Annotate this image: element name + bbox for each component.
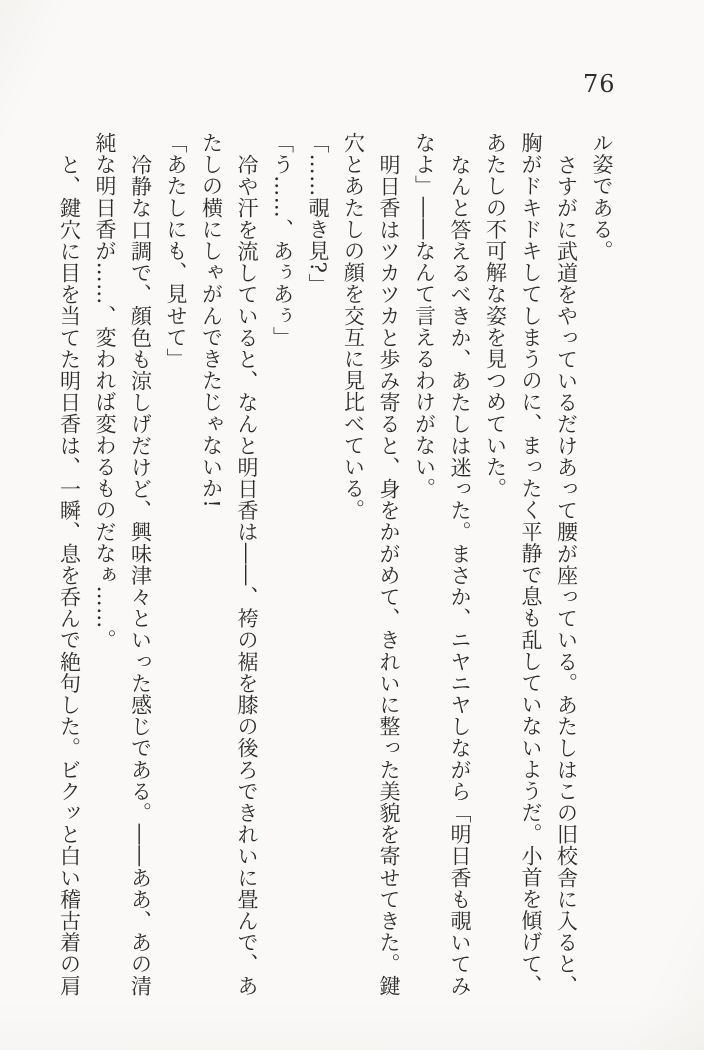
text-line: 冷や汗を流していると、なんと明日香は――、袴の裾を膝の後ろできれいに畳んで、あ	[235, 153, 259, 996]
text-line: 「う……、あぅあぅ」	[270, 132, 295, 348]
text-line: あたしの不可解な姿を見つめていた。	[483, 132, 508, 500]
text-line: なよ」――なんて言えるわけがない。	[412, 132, 437, 500]
page-number: 76	[583, 70, 616, 98]
text-line: 冷静な口調で、顔色も涼しげだけど、興味津々といった感じである。――ああ、あの清	[128, 153, 153, 996]
text-line: 「……覗き見?」	[306, 132, 330, 296]
text-line: たしの横にしゃがんできたじゃないか!	[199, 132, 224, 509]
text-line: 純な明日香が……、変われば変わるものだなぁ……。	[93, 132, 117, 651]
text-line: さすがに武道をやっているだけあって腰が座っている。あたしはこの旧校舎に入ると、	[554, 153, 579, 996]
text-line: 明日香はツカツカと歩み寄ると、身をかがめて、きれいに整った美貌を寄せてきた。鍵	[377, 153, 401, 996]
text-line: と、鍵穴に目を当てた明日香は、一瞬、息を呑んで絶句した。ビクッと白い稽古着の肩	[57, 153, 82, 996]
text-line: 「あたしにも、見せて」	[164, 132, 188, 370]
text-line: 穴とあたしの顔を交互に見比べている。	[341, 132, 366, 521]
text-line: なんと答えるべきか、あたしは迷った。まさか、ニヤニヤしながら「明日香も覗いてみ	[448, 153, 472, 996]
body-text	[51, 132, 619, 1027]
text-line: 胸がドキドキしてしまうのに、まったく平静で息も乱していないようだ。小首を傾げて、	[519, 132, 543, 996]
text-line: ル姿である。	[590, 132, 614, 262]
